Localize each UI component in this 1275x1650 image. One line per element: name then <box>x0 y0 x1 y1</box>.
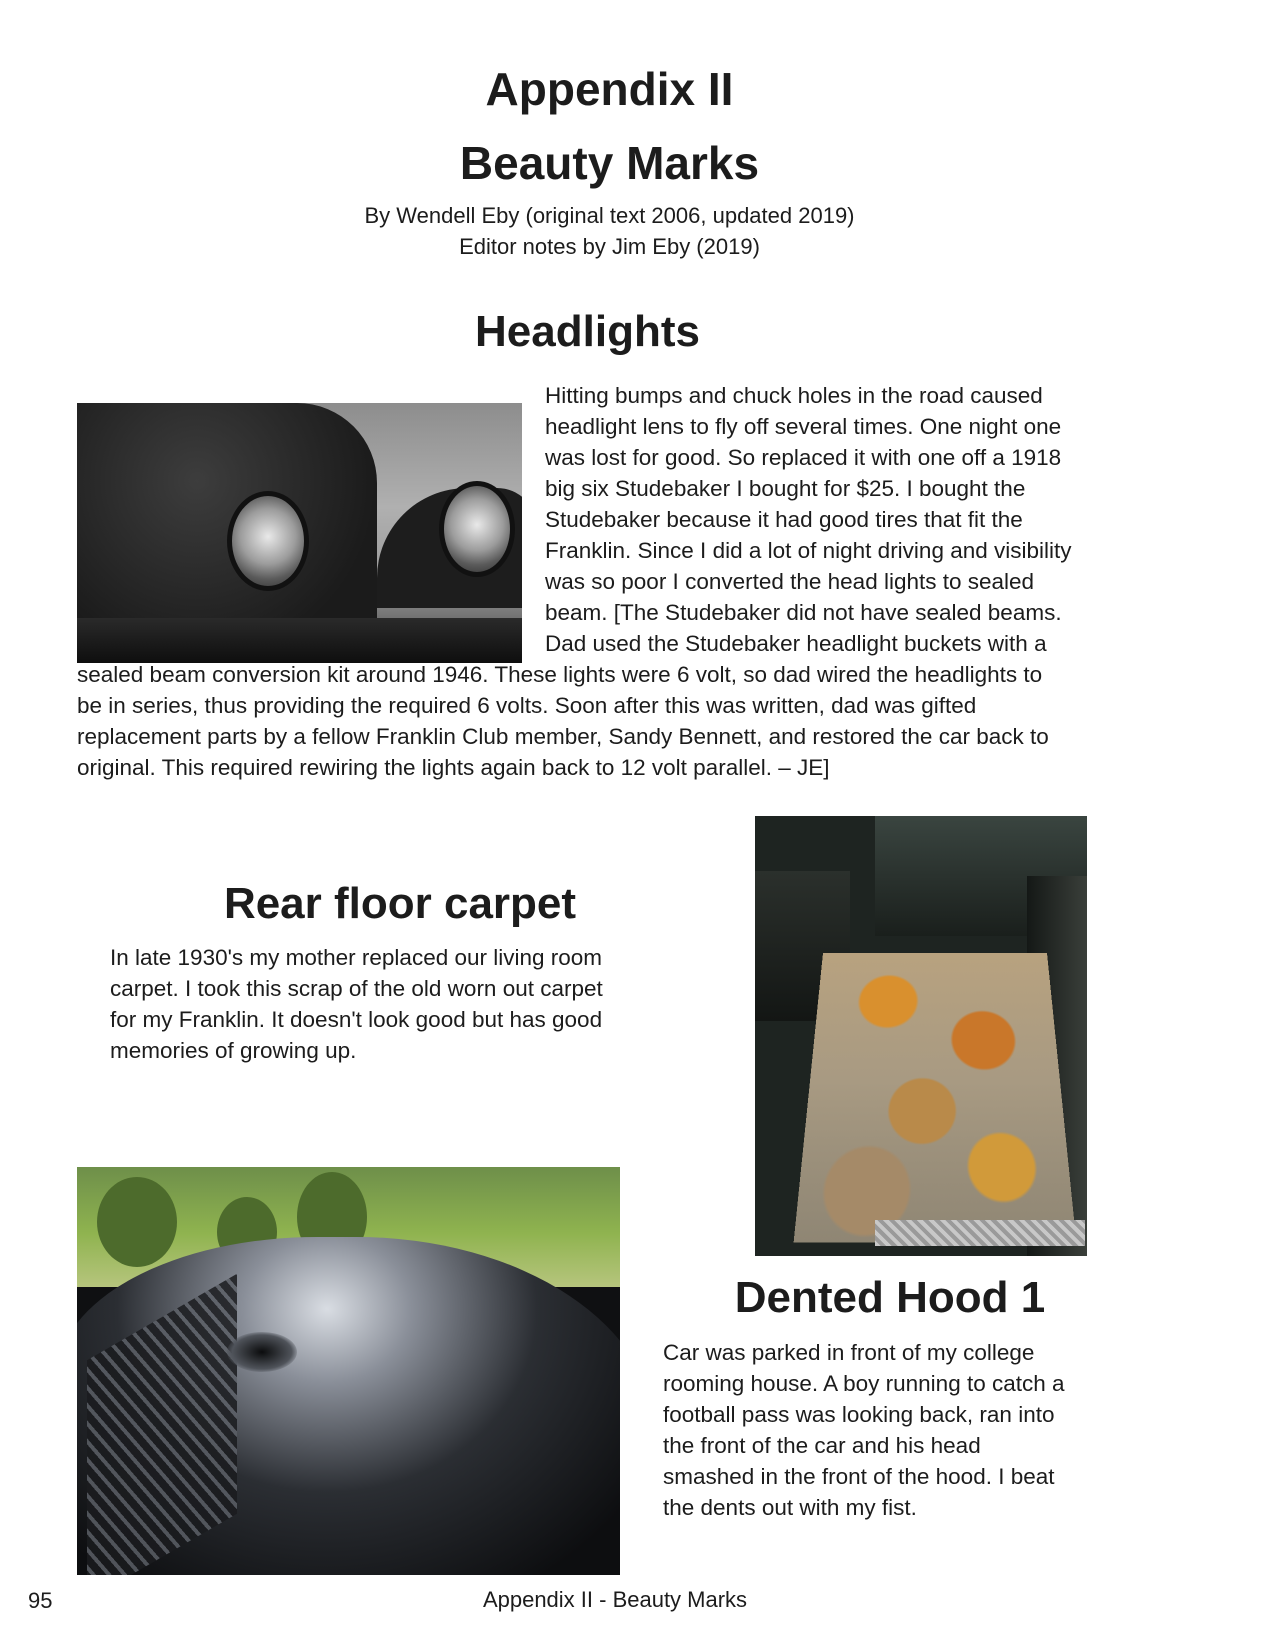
text-line: big six Studebaker I bought for $25. I bought the <box>545 476 1026 501</box>
text-line: original. This required rewiring the lights again back to 12 volt parallel. – JE] <box>77 755 830 780</box>
text-line: Studebaker because it had good tires that fit the <box>545 507 1023 532</box>
running-footer-title: Appendix II - Beauty Marks <box>482 1587 748 1612</box>
carpet-paragraph <box>110 942 710 1066</box>
text-line: carpet. I took this scrap of the old worn out carpet <box>110 976 603 1001</box>
section-heading-headlights: Headlights <box>475 307 700 356</box>
dented-hood-paragraph <box>663 1337 1183 1523</box>
headlights-paragraph-full <box>77 659 1197 783</box>
text-line: was lost for good. So replaced it with one off a 1918 <box>545 445 1062 470</box>
text-line: beam. [The Studebaker did not have sealed beams. <box>545 600 1062 625</box>
text-line: memories of growing up. <box>110 1038 357 1063</box>
byline-author: By Wendell Eby (original text 2006, updated 2019) <box>364 203 855 228</box>
headlights-photo <box>77 403 522 663</box>
text-line: the front of the car and his head <box>663 1433 981 1458</box>
text-line: Dad used the Studebaker headlight buckets with a <box>545 631 1047 656</box>
text-line: Hitting bumps and chuck holes in the road caused <box>545 383 1043 408</box>
text-line: Franklin. Since I did a lot of night driving and visibility <box>545 538 1072 563</box>
page-subtitle: Beauty Marks <box>459 137 760 189</box>
text-line: smashed in the front of the hood. I beat <box>663 1464 1055 1489</box>
text-line: In late 1930's my mother replaced our living room <box>110 945 603 970</box>
text-line: was so poor I converted the head lights to sealed <box>545 569 1035 594</box>
text-line: be in series, thus providing the required 6 volts. Soon after this was written, dad was gifted <box>77 693 977 718</box>
page-title: Appendix II <box>485 63 734 115</box>
section-heading-carpet: Rear floor carpet <box>223 879 577 928</box>
text-line: sealed beam conversion kit around 1946. These lights were 6 volt, so dad wired the headlights to <box>77 662 1043 687</box>
text-line: for my Franklin. It doesn't look good but has good <box>110 1007 603 1032</box>
text-line: replacement parts by a fellow Franklin Club member, Sandy Bennett, and restored the car back to <box>77 724 1049 749</box>
byline-editor: Editor notes by Jim Eby (2019) <box>459 234 760 259</box>
dented-hood-photo <box>77 1167 620 1575</box>
page-number: 95 <box>28 1588 53 1613</box>
section-heading-dented-hood: Dented Hood 1 <box>734 1273 1046 1322</box>
text-line: football pass was looking back, ran into <box>663 1402 1055 1427</box>
headlights-paragraph-wrapped <box>545 380 1145 659</box>
text-line: headlight lens to fly off several times. One night one <box>545 414 1062 439</box>
text-line: the dents out with my fist. <box>663 1495 917 1520</box>
rear-floor-carpet-photo <box>755 816 1087 1256</box>
text-line: Car was parked in front of my college <box>663 1340 1035 1365</box>
text-line: rooming house. A boy running to catch a <box>663 1371 1065 1396</box>
